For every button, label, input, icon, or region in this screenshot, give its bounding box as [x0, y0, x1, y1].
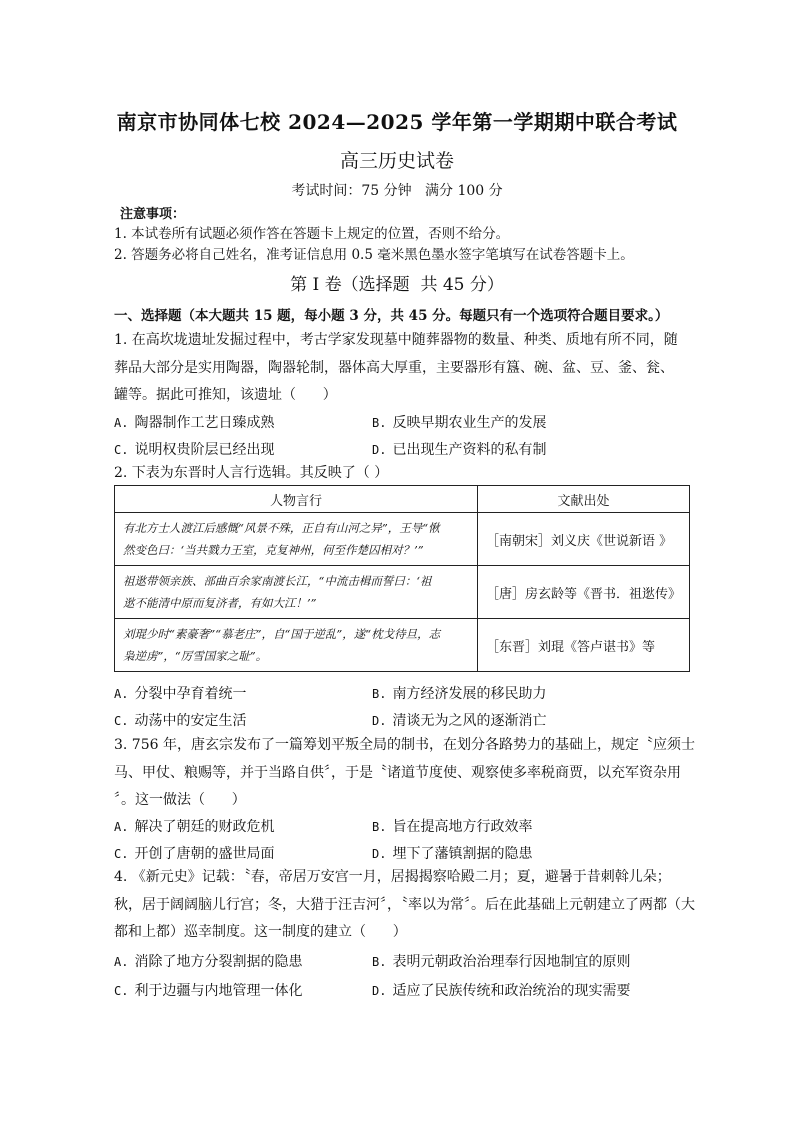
question-2-option-a[interactable]: A. 分裂中孕育着统一 [114, 686, 247, 702]
exam-title: 南京市协同体七校 2024—2025 学年第一学期期中联合考试 [116, 110, 678, 134]
notice-item-1: 1. 本试卷所有试题必须作答在答题卡上规定的位置，否则不给分。 [114, 226, 510, 242]
question-1-option-d[interactable]: D. 已出现生产资料的私有制 [372, 442, 547, 458]
exam-subtitle: 高三历史试卷 [339, 150, 454, 172]
table-row [115, 619, 690, 672]
question-3-line: 3. 756 年，唐玄宗发布了一篇筹划平叛全局的制书，在划分各路势力的基础上，规定〝应须士 [114, 737, 695, 753]
question-1-line: 1. 在高坎垅遗址发掘过程中，考古学家发现墓中随葬器物的数量、种类、质地有所不同，随 [114, 332, 678, 348]
table-row [115, 566, 690, 619]
table-cell-quote: 刘琨少时“素豪奢”“慕老庄”，自“国于逆乱”，遂“枕戈待旦，志 枭逆虏”，“厉雪国家之耻”。 [115, 619, 478, 672]
table-cell-quote: 有北方士人渡江后感慨“风景不殊，正自有山河之异”，王导“愀 然变色曰：‘当共戮力王室，克复神州，何至作楚囚相对？’” [115, 513, 478, 566]
question-1-option-c[interactable]: C. 说明权贵阶层已经出现 [114, 442, 275, 458]
question-4-option-c[interactable]: C. 利于边疆与内地管理一体化 [114, 983, 303, 999]
question-3-option-a[interactable]: A. 解决了朝廷的财政危机 [114, 819, 275, 835]
question-4-line: 都和上都）巡幸制度。这一制度的建立（ ） [114, 924, 407, 940]
question-2-option-d[interactable]: D. 清谈无为之风的逐渐消亡 [372, 713, 547, 729]
exam-time-info: 考试时间：75 分钟 满分 100 分 [291, 183, 503, 199]
question-4-option-d[interactable]: D. 适应了民族传统和政治统治的现实需要 [372, 983, 631, 999]
table-header: 文献出处 [477, 486, 689, 513]
quote-table [114, 485, 690, 672]
question-2-stem: 2. 下表为东晋时人言行选辑。其反映了（ ） [114, 465, 389, 481]
question-4-option-a[interactable]: A. 消除了地方分裂割据的隐患 [114, 954, 303, 970]
question-4-line: 秋，居于阔阔脑儿行宫；冬，大猎于汪吉河〞，〝率以为常〞。后在此基础上元朝建立了两都（大 [114, 896, 695, 913]
question-3-option-d[interactable]: D. 埋下了藩镇割据的隐患 [372, 846, 533, 862]
question-4-line: 4. 《新元史》记载：〝春，帝居万安宫一月，居揭揭察哈殿二月；夏，避暑于昔刺斡儿朵； [114, 869, 671, 885]
question-3-option-b[interactable]: B. 旨在提高地方行政效率 [372, 819, 533, 835]
notice-item-2: 2. 答题务必将自己姓名，准考证信息用 0.5 毫米黑色墨水签字笔填写在试卷答题卡上。 [114, 247, 634, 263]
question-1-line: 葬品大部分是实用陶器，陶器轮制，器体高大厚重，主要器形有簋、碗、盆、豆、釜、瓮、 [114, 359, 674, 376]
section-title: 第 Ⅰ 卷（选择题 共 45 分） [290, 275, 504, 295]
question-1-line: 罐等。据此可推知，该遗址（ ） [114, 387, 337, 403]
question-1-option-a[interactable]: A. 陶器制作工艺日臻成熟 [114, 415, 275, 431]
question-3 [114, 732, 695, 815]
notice-heading: 注意事项： [120, 207, 186, 222]
table-cell-source: ［唐］房玄龄等《晋书．祖逖传》 [477, 566, 689, 619]
table-cell-source: ［南朝宋］刘义庆《世说新语 》 [477, 513, 689, 566]
question-3-line: 马、甲仗、粮赐等，并于当路自供〞，于是〝诸道节度使、观察使多率税商贾，以充军资杂用 [114, 764, 681, 781]
table-cell-source: ［东晋］刘琨《答卢谌书》等 [477, 619, 689, 672]
table-header: 人物言行 [115, 486, 478, 513]
part-heading: 一、选择题（本大题共 15 题，每小题 3 分，共 45 分。每题只有一个选项符合题目要求。） [114, 308, 669, 324]
question-2-option-c[interactable]: C. 动荡中的安定生活 [114, 713, 247, 729]
question-4 [114, 864, 695, 947]
question-4-option-b[interactable]: B. 表明元朝政治治理奉行因地制宜的原则 [372, 954, 631, 970]
table-row [115, 513, 690, 566]
table-cell-quote: 祖逖带领亲族、部曲百余家南渡长江，“中流击楫而誓曰：‘祖 逖不能清中原而复济者，有如大江！’” [115, 566, 478, 619]
question-1 [114, 327, 686, 410]
question-3-line: 〞。这一做法（ ） [114, 792, 246, 808]
question-2-option-b[interactable]: B. 南方经济发展的移民助力 [372, 686, 547, 702]
question-1-option-b[interactable]: B. 反映早期农业生产的发展 [372, 415, 547, 431]
question-3-option-c[interactable]: C. 开创了唐朝的盛世局面 [114, 846, 275, 862]
table-header-row [115, 486, 690, 513]
